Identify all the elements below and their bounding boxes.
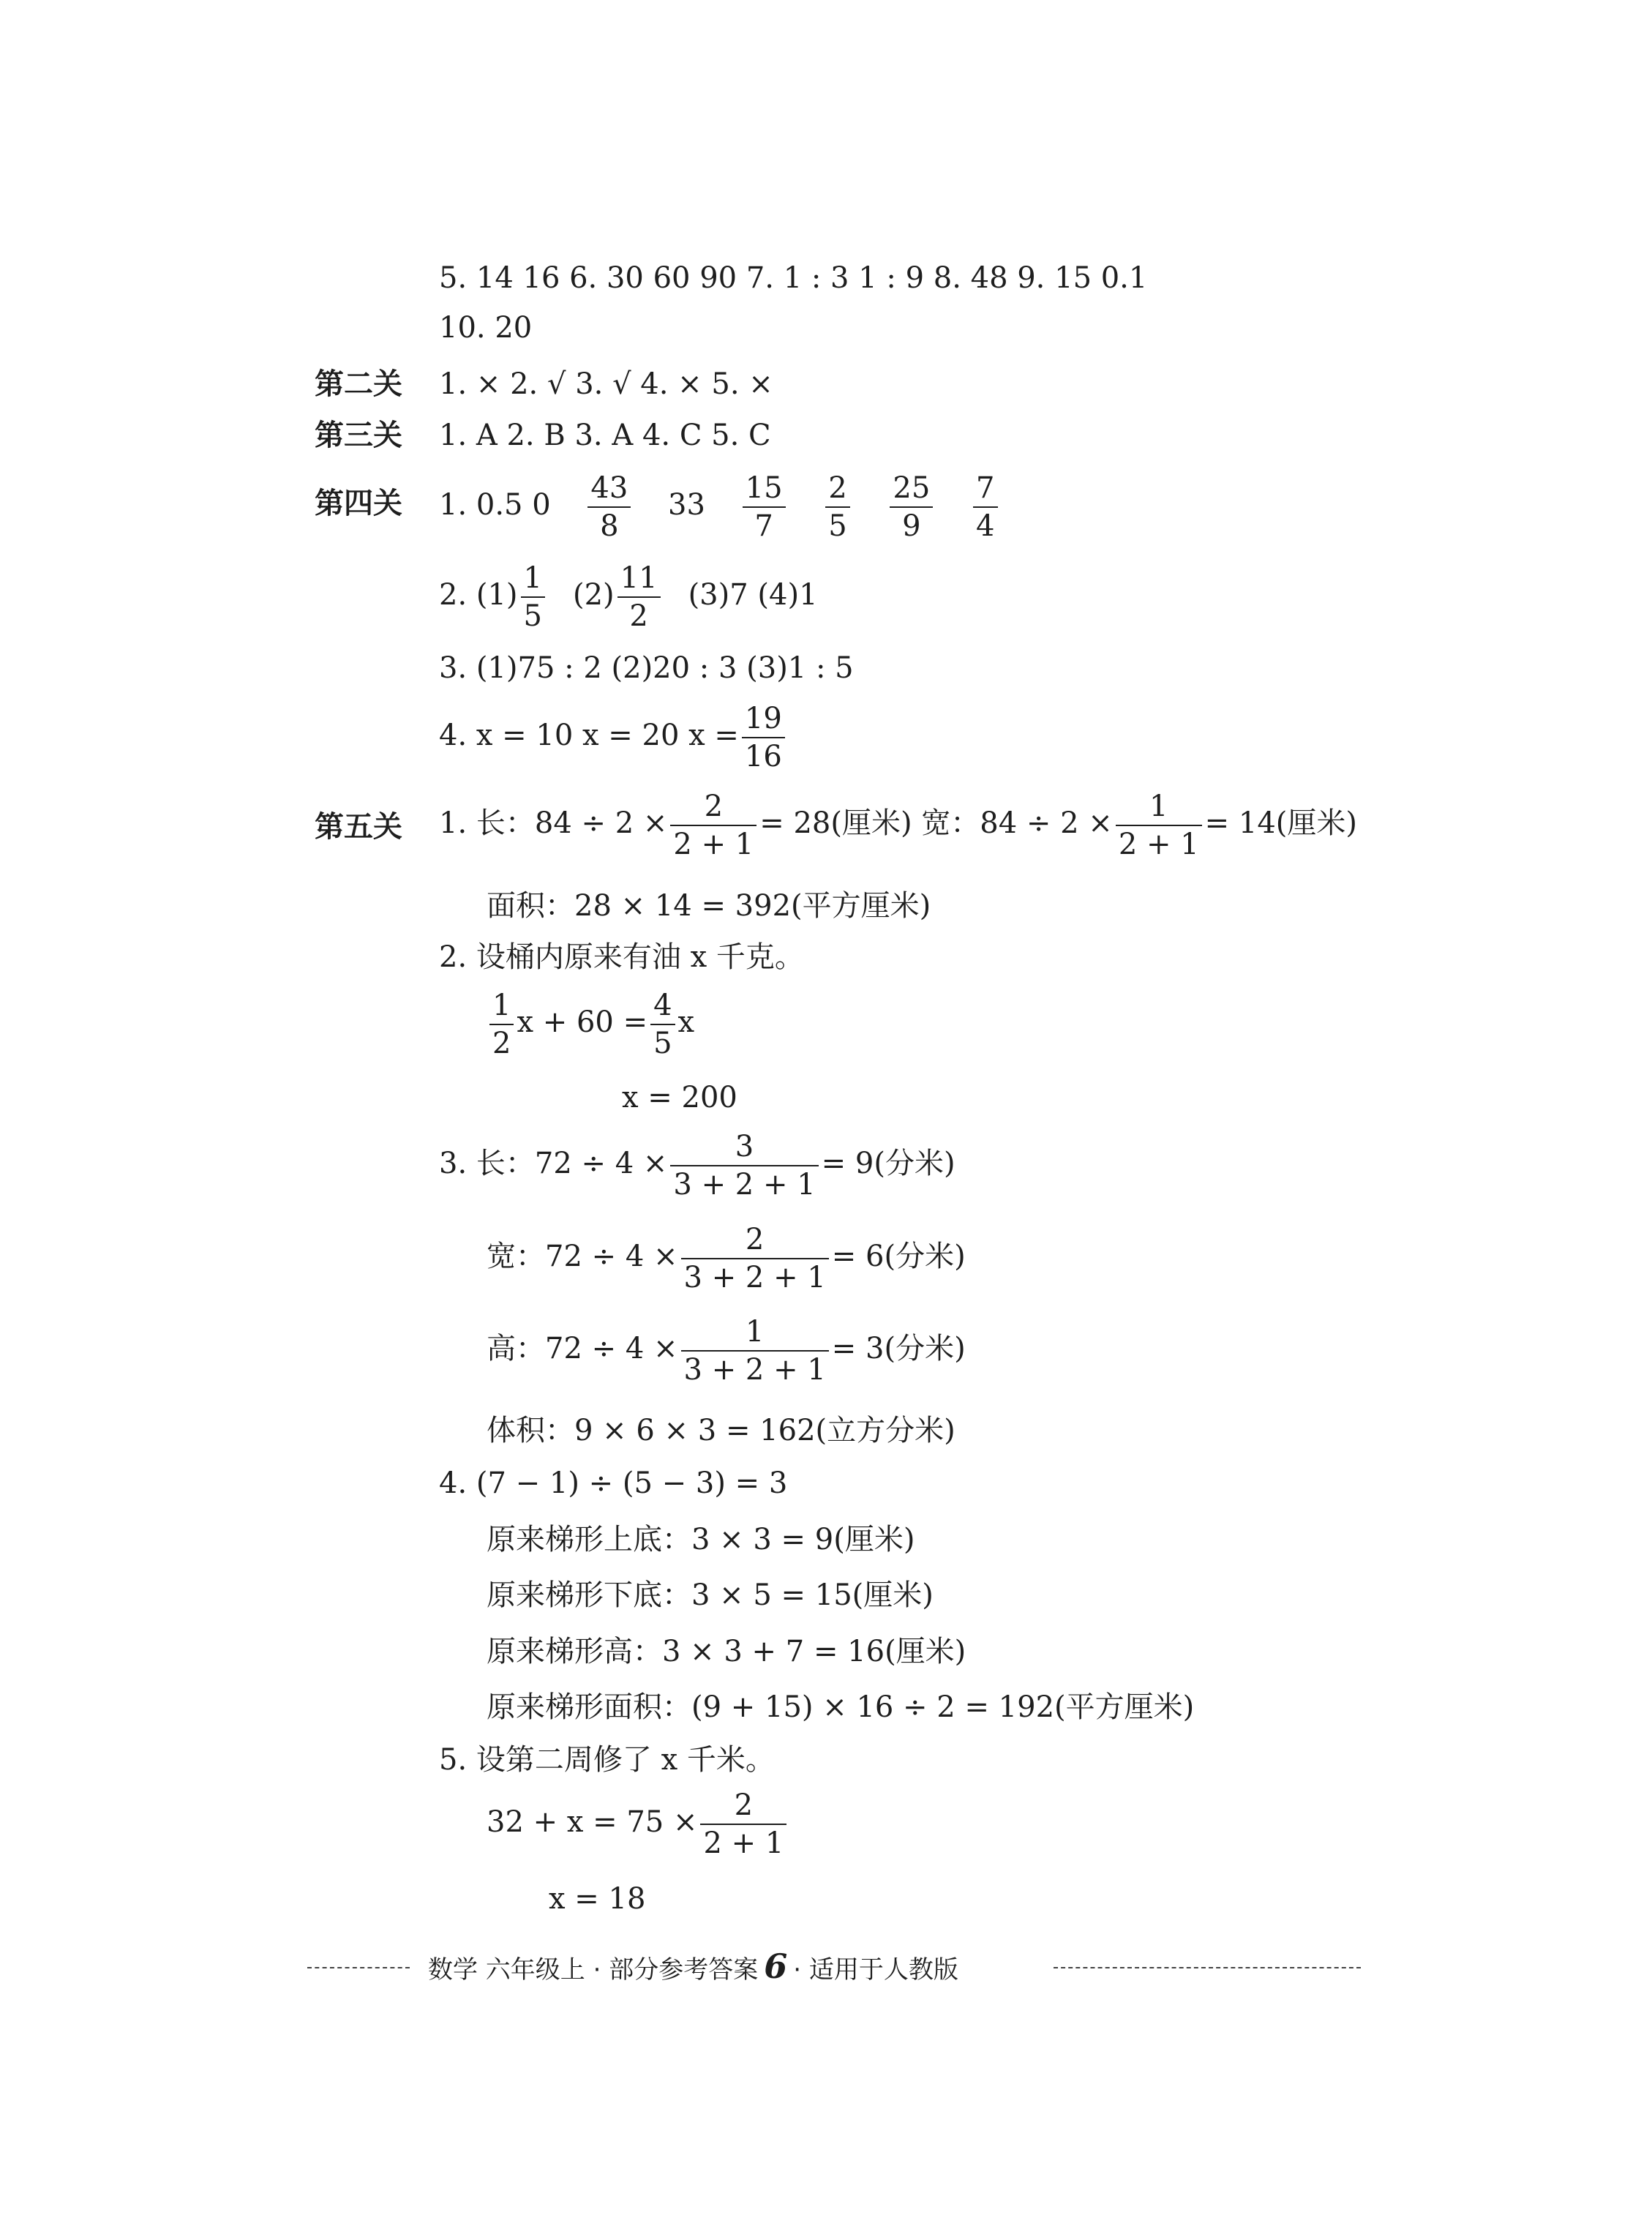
- part2-answers: 1. × 2. √ 3. √ 4. × 5. ×: [439, 367, 773, 401]
- part4-q2: 2. (1) $\frac{1}{5}$ (2) $\frac{11}{2}$ (3)7 (4)1: [439, 561, 818, 633]
- section-label-2: 第二关: [315, 367, 402, 401]
- part5-q2-result: x = 200: [622, 1081, 737, 1114]
- part5-q1: 1. 长：84 ÷ 2 × $\frac{2}{2 + 1}$ = 28(厘米) 宽：84 ÷ 2 × $\frac{1}{2 + 1}$ = 14(厘米): [439, 790, 1358, 861]
- part5-q5-equation: 32 + x = 75 × $\frac{2}{2 + 1}$: [487, 1789, 789, 1859]
- section-label-4: 第四关: [315, 487, 402, 520]
- part3-answers: 1. A 2. B 3. A 4. C 5. C: [439, 419, 771, 452]
- part5-q4-line2: 原来梯形上底：3 × 3 = 9(厘米): [487, 1523, 915, 1556]
- fraction: $\frac{43}{8}$: [587, 472, 631, 542]
- fraction: $\frac{1}{2 + 1}$: [1116, 790, 1202, 861]
- footer-dash-left: [307, 1967, 410, 1968]
- part5-q5-intro: 5. 设第二周修了 x 千米。: [439, 1743, 775, 1777]
- part5-q4-line4: 原来梯形高：3 × 3 + 7 = 16(厘米): [487, 1635, 966, 1668]
- section-label-5: 第五关: [315, 810, 402, 844]
- part4-q3: 3. (1)75 : 2 (2)20 : 3 (3)1 : 5: [439, 651, 854, 685]
- part5-q3-height: 高：72 ÷ 4 × $\frac{1}{3 + 2 + 1}$ = 3(分米): [487, 1315, 966, 1387]
- page-number: 6: [764, 1946, 788, 1986]
- fraction: $\frac{2}{2 + 1}$: [700, 1789, 786, 1859]
- fraction: $\frac{19}{16}$: [742, 702, 785, 773]
- fraction: $\frac{25}{9}$: [890, 472, 933, 542]
- part1-line2: 10. 20: [439, 311, 533, 345]
- part5-q3-width: 宽：72 ÷ 4 × $\frac{2}{3 + 2 + 1}$ = 6(分米): [487, 1223, 966, 1294]
- part5-q4-line1: 4. (7 − 1) ÷ (5 − 3) = 3: [439, 1466, 788, 1500]
- fraction: $\frac{1}{5}$: [521, 562, 545, 632]
- footer-left: 数学 六年级上 · 部分参考答案: [428, 1955, 759, 1985]
- part4-q1-mid: 33: [668, 488, 705, 522]
- part5-q4-line5: 原来梯形面积：(9 + 15) × 16 ÷ 2 = 192(平方厘米): [487, 1690, 1195, 1724]
- footer-right: · 适用于人教版: [793, 1955, 958, 1985]
- page-footer: [307, 1946, 1368, 1990]
- part4-q1-prefix: 1. 0.5 0: [439, 488, 551, 522]
- section-label-3: 第三关: [315, 419, 402, 452]
- fraction: $\frac{2}{2 + 1}$: [670, 790, 756, 861]
- fraction: $\frac{1}{3 + 2 + 1}$: [681, 1316, 829, 1386]
- part4-q4: 4. x = 10 x = 20 x = $\frac{19}{16}$: [439, 702, 788, 773]
- part5-q5-result: x = 18: [549, 1882, 646, 1916]
- part5-q3-volume: 体积：9 × 6 × 3 = 162(立方分米): [487, 1414, 955, 1447]
- fraction: $\frac{15}{7}$: [743, 472, 786, 542]
- part1-line1: 5. 14 16 6. 30 60 90 7. 1 : 3 1 : 9 8. 48 9. 15 0.1: [439, 261, 1148, 295]
- part5-q3-length: 3. 长：72 ÷ 4 × $\frac{3}{3 + 2 + 1}$ = 9(分米): [439, 1130, 955, 1202]
- footer-text: [428, 1946, 958, 1986]
- fraction: $\frac{11}{2}$: [617, 562, 661, 632]
- fraction: $\frac{2}{5}$: [825, 472, 849, 542]
- part5-q4-line3: 原来梯形下底：3 × 5 = 15(厘米): [487, 1578, 934, 1612]
- fraction: $\frac{1}{2}$: [489, 989, 514, 1060]
- fraction: $\frac{4}{5}$: [650, 989, 675, 1060]
- fraction: $\frac{2}{3 + 2 + 1}$: [681, 1224, 829, 1294]
- part5-q1-area: 面积：28 × 14 = 392(平方厘米): [487, 889, 931, 923]
- fraction: $\frac{3}{3 + 2 + 1}$: [670, 1131, 818, 1201]
- footer-dash-right: [1054, 1967, 1361, 1968]
- fraction: $\frac{7}{4}$: [973, 472, 997, 542]
- part4-q1: [439, 472, 1001, 542]
- part5-q2-intro: 2. 设桶内原来有油 x 千克。: [439, 940, 804, 974]
- part5-q2-equation: $\frac{1}{2}$ x + 60 = $\frac{4}{5}$ x: [487, 989, 694, 1060]
